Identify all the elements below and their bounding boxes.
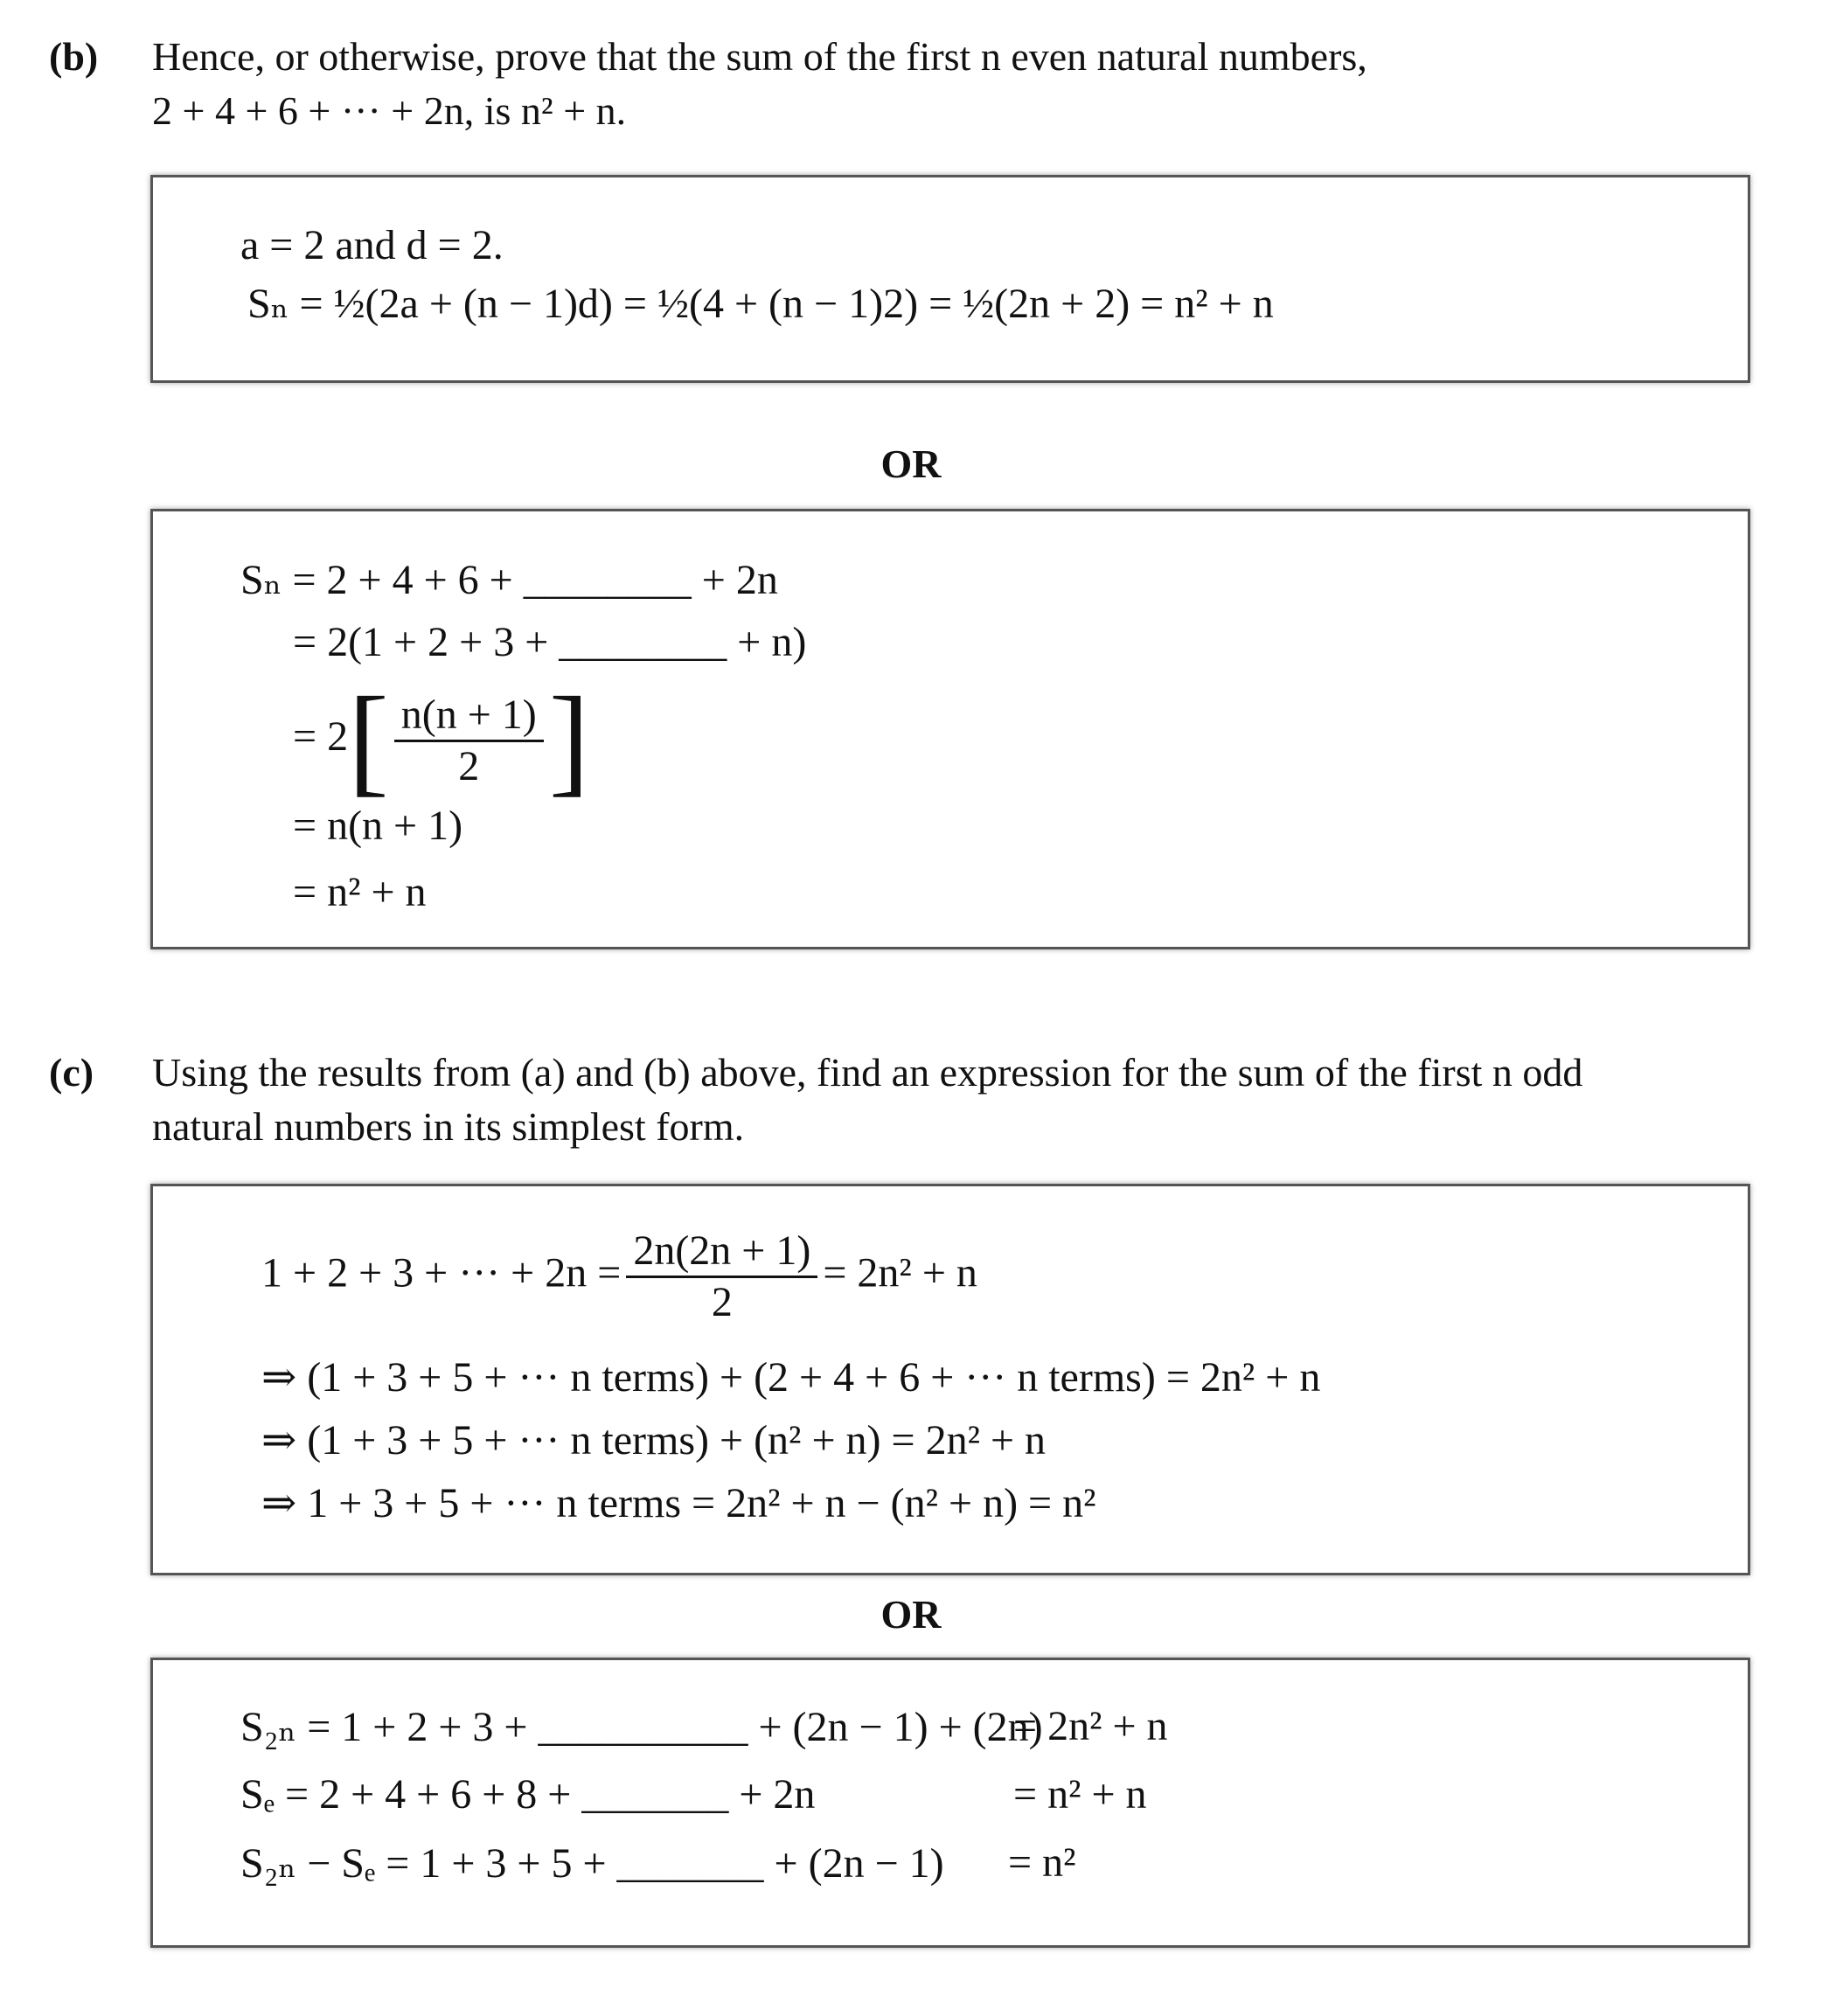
part-c-m2-row3-left: S₂ₙ − Sₑ = 1 + 3 + 5 + _______ + (2n − 1)	[240, 1840, 944, 1887]
part-b-method1-box	[150, 175, 1750, 383]
part-b-text-line1: Hence, or otherwise, prove that the sum of the first n even natural numbers,	[152, 34, 1367, 79]
part-b-or: OR	[880, 441, 942, 486]
fraction-numerator: n(n + 1)	[394, 691, 544, 742]
fraction-denominator: 2	[711, 1279, 733, 1325]
part-c-m1-line3: ⇒ (1 + 3 + 5 + ··· n terms) + (n² + n) = 2n² + n	[261, 1417, 1047, 1463]
fraction-n-n-plus-1-over-2	[394, 691, 544, 791]
part-b-m2-line1: Sₙ = 2 + 4 + 6 + ________ + 2n	[240, 557, 778, 603]
fraction-2n-2n-plus-1-over-2	[626, 1227, 817, 1327]
part-b-m2-line5: = n² + n	[293, 869, 427, 915]
part-c-m2-row1-left: S₂ₙ = 1 + 2 + 3 + __________ + (2n − 1) + (2n)	[240, 1704, 1043, 1750]
part-c-text	[152, 1046, 1726, 1154]
fraction-denominator: 2	[458, 742, 480, 789]
part-b-m2-line3-prefix: = 2	[293, 713, 349, 761]
part-b-m1-line1: a = 2 and d = 2.	[240, 222, 504, 268]
part-b-m2-line4: = n(n + 1)	[293, 803, 463, 849]
part-c-m1-line1	[261, 1227, 977, 1327]
part-c-m2-row2-right: = n² + n	[1013, 1771, 1147, 1818]
part-c-m1-line1-rhs: = 2n² + n	[823, 1249, 977, 1296]
part-c-m1-line2: ⇒ (1 + 3 + 5 + ··· n terms) + (2 + 4 + 6 + ··· n terms) = 2n² + n	[261, 1354, 1321, 1401]
part-c-m2-row3-right: = n²	[1008, 1839, 1076, 1886]
part-c-m2-row2-left: Sₑ = 2 + 4 + 6 + 8 + _______ + 2n	[240, 1771, 816, 1818]
right-bracket: ]	[548, 672, 590, 808]
fraction-numerator: 2n(2n + 1)	[626, 1227, 817, 1278]
part-b-label: (b)	[49, 34, 99, 79]
part-b-m2-line2: = 2(1 + 2 + 3 + ________ + n)	[293, 619, 807, 665]
part-c-method2-box	[150, 1658, 1750, 1948]
part-c-or: OR	[880, 1592, 942, 1637]
part-b-m2-line3	[293, 672, 590, 808]
part-c-m1-line1-lhs: 1 + 2 + 3 + ··· + 2n =	[261, 1249, 622, 1296]
part-c-label: (c)	[49, 1050, 94, 1095]
part-b-text-line2: 2 + 4 + 6 + ··· + 2n, is n² + n.	[152, 88, 627, 133]
part-b-m1-line2: Sₙ = ½(2a + (n − 1)d) = ½(4 + (n − 1)2) = ½(2n + 2) = n² + n	[247, 281, 1274, 327]
part-c-m1-line4: ⇒ 1 + 3 + 5 + ··· n terms = 2n² + n − (n² + n) = n²	[261, 1480, 1096, 1526]
part-b-method2-box	[150, 509, 1750, 949]
left-bracket: [	[348, 672, 389, 808]
part-c-method1-box	[150, 1184, 1750, 1575]
part-c-text-line1: Using the results from (a) and (b) above, find an expression for the sum of the first n odd	[152, 1050, 1583, 1095]
part-b-text	[152, 30, 1726, 138]
part-c-text-line2: natural numbers in its simplest form.	[152, 1104, 745, 1149]
part-c-m2-row1-right: = 2n² + n	[1013, 1703, 1168, 1749]
